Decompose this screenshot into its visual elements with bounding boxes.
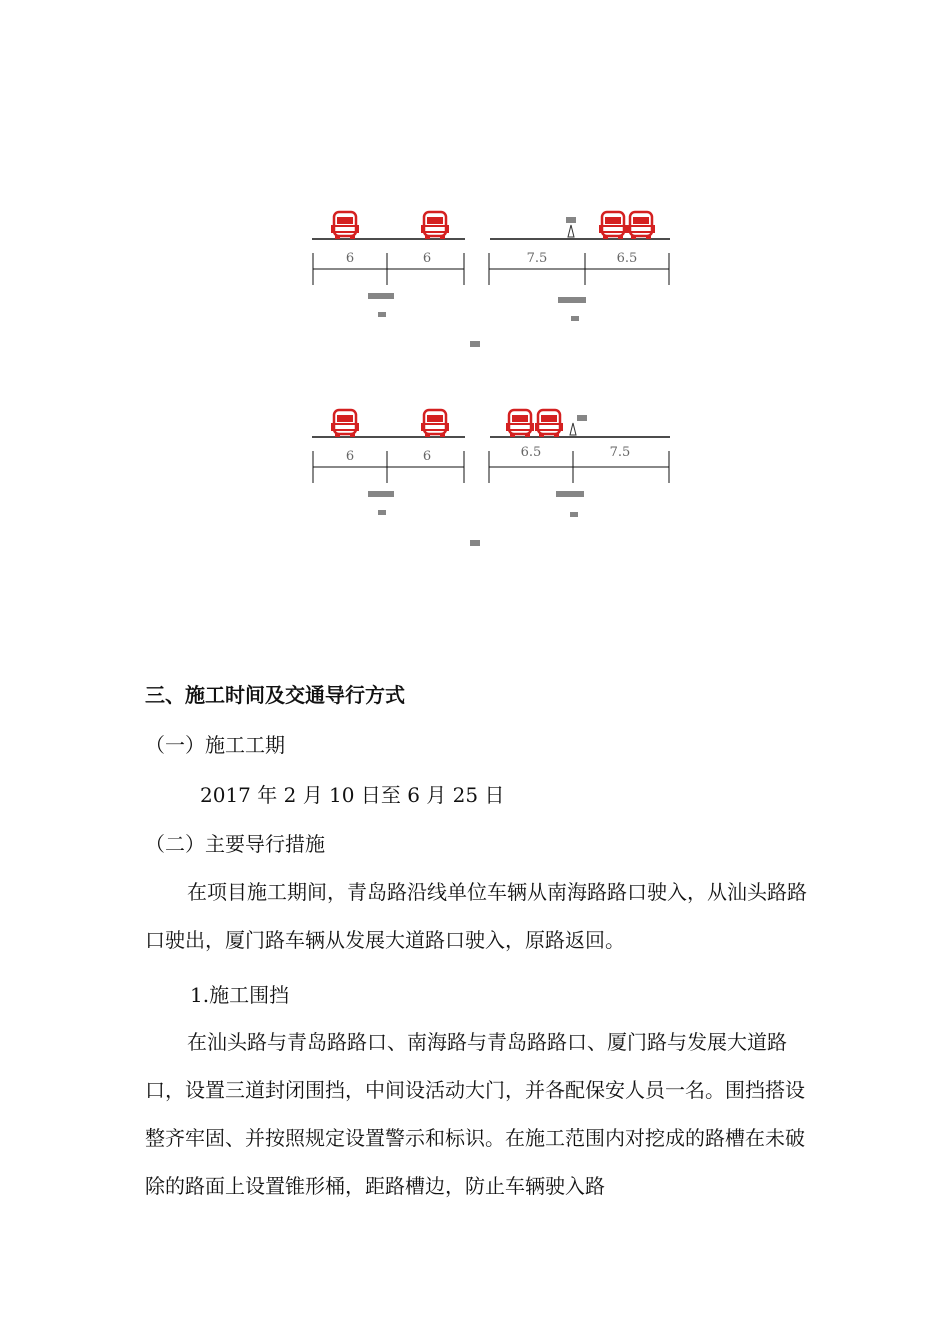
dimension-label: 6 [422,251,432,266]
subsection-title: （二）主要导行措施 [145,832,325,856]
subsection-title: （一）施工工期 [145,733,285,757]
traffic-cross-section-figure [290,185,690,565]
paragraph: 在汕头路与青岛路路口、南海路与青岛路路口、厦门路与发展大道路口，设置三道封闭围挡，中间设活动大门，并各配保安人员一名。围挡搭设整齐牢固、并按照规定设置警示和标识。在施工范围内对挖成的路槽在未破除的路面上设置锥形桶，距路槽边，防止车辆驶入路 [145,1030,805,1198]
dimension-label: 6.5 [616,251,638,266]
dimension-label: 6.5 [520,445,542,460]
car-icon [332,212,358,239]
car-icon [422,212,448,239]
list-item-title: 1.施工围挡 [190,983,290,1007]
car-icon [332,410,358,437]
dimension-label: 6 [422,449,432,464]
lower-left-section [312,410,465,515]
car-icon [628,212,654,239]
lower-right-section [489,410,670,517]
upper-left-section [312,212,465,317]
dimension-label: 6 [345,251,355,266]
traffic-cone-icon [570,423,576,435]
car-icon [507,410,533,437]
dimension-label: 7.5 [609,445,631,460]
dimension-label: 6 [345,449,355,464]
dimension-label: 7.5 [526,251,548,266]
construction-period: 2017 年 2 月 10 日至 6 月 25 日 [200,783,505,807]
section-heading: 三、施工时间及交通导行方式 [145,683,405,707]
paragraph: 在项目施工期间，青岛路沿线单位车辆从南海路路口驶入，从汕头路路口驶出，厦门路车辆从发展大道路口驶入，原路返回。 [145,880,807,952]
car-icon [422,410,448,437]
traffic-cone-icon [568,225,574,237]
upper-right-section [489,212,670,321]
upper-caption-mark [470,341,480,347]
lower-caption-mark [470,540,480,546]
car-icon [536,410,562,437]
car-icon [600,212,626,239]
